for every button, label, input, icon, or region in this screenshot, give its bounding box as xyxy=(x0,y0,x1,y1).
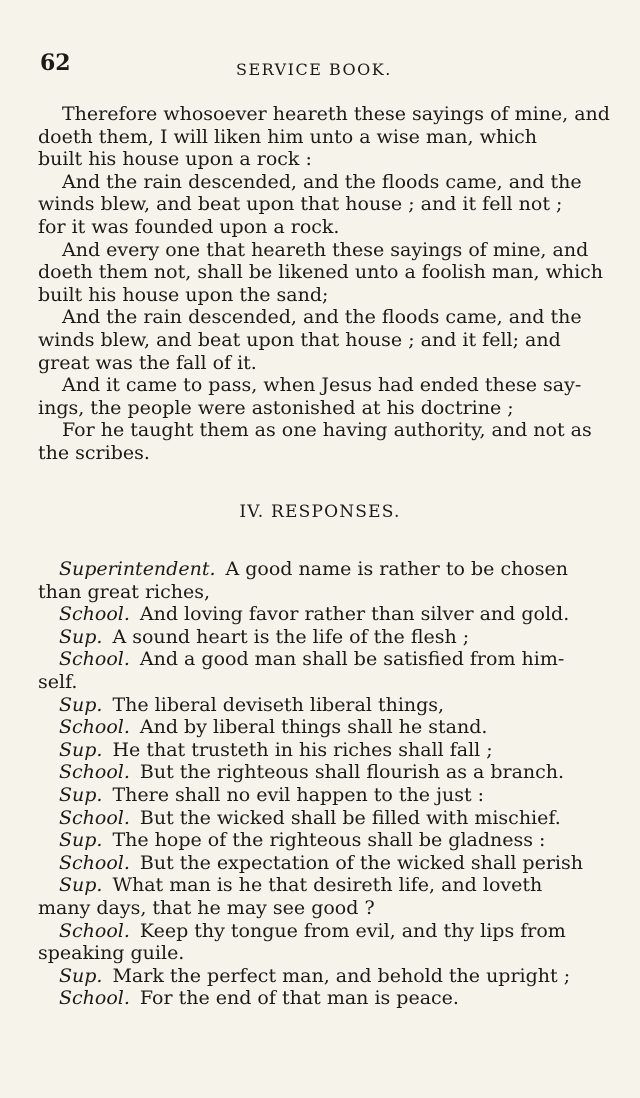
response-text: A sound heart is the life of the flesh ; xyxy=(112,625,470,648)
response-text: What man is he that desireth life, and loveth xyxy=(112,874,543,897)
response-line xyxy=(38,694,610,717)
speaker-label: Sup. xyxy=(59,625,103,648)
speaker-label: Sup. xyxy=(59,693,103,716)
scripture-line: And the rain descended, and the floods came, and the xyxy=(62,306,582,329)
page-number: 62 xyxy=(40,50,71,76)
response-text: For the end of that man is peace. xyxy=(139,987,459,1010)
speaker-label: School. xyxy=(59,851,130,874)
response-line xyxy=(38,987,610,1010)
scripture-line: winds blew, and beat upon that house ; and it fell not ; xyxy=(38,193,563,216)
speaker-label: School. xyxy=(59,806,130,829)
response-text: Mark the perfect man, and behold the upright ; xyxy=(112,964,571,987)
speaker-label: School. xyxy=(59,716,130,739)
response-line xyxy=(38,942,610,965)
response-text: The hope of the righteous shall be gladness : xyxy=(112,829,546,852)
scripture-line: the scribes. xyxy=(38,441,150,464)
speaker-label: Superintendent. xyxy=(59,558,216,580)
section-title: IV. RESPONSES. xyxy=(239,502,401,522)
response-text: And loving favor rather than silver and gold. xyxy=(139,603,570,626)
response-line xyxy=(38,920,610,943)
response-line xyxy=(38,558,610,581)
scripture-line: For he taught them as one having authority, and not as xyxy=(62,419,592,442)
speaker-label: Sup. xyxy=(59,874,103,897)
response-text: But the expectation of the wicked shall perish xyxy=(139,851,583,874)
response-text: There shall no evil happen to the just : xyxy=(112,783,485,806)
response-text: The liberal deviseth liberal things, xyxy=(112,693,445,716)
scripture-line: built his house upon the sand; xyxy=(38,283,329,306)
response-line xyxy=(38,671,610,694)
speaker-label: School. xyxy=(59,648,130,671)
speaker-label: Sup. xyxy=(59,738,103,761)
response-text: Keep thy tongue from evil, and thy lips from xyxy=(139,919,566,942)
response-text: A good name is rather to be chosen xyxy=(225,558,568,580)
response-text: And by liberal things shall he stand. xyxy=(139,716,488,739)
speaker-label: School. xyxy=(59,919,130,942)
speaker-label: School. xyxy=(59,761,130,784)
running-title: SERVICE BOOK. xyxy=(236,60,392,79)
response-text: He that trusteth in his riches shall fall ; xyxy=(112,738,493,761)
response-line xyxy=(38,965,610,988)
response-line xyxy=(38,829,610,852)
response-line xyxy=(38,761,610,784)
scripture-line: doeth them, I will liken him unto a wise man, which xyxy=(38,125,538,148)
response-line xyxy=(38,581,610,604)
response-text: But the wicked shall be filled with mischief. xyxy=(139,806,561,829)
scripture-line: Therefore whosoever heareth these sayings of mine, and xyxy=(62,103,610,125)
scripture-line: winds blew, and beat upon that house ; and it fell; and xyxy=(38,328,561,351)
response-text: speaking guile. xyxy=(38,942,185,965)
speaker-label: Sup. xyxy=(59,783,103,806)
response-line xyxy=(38,626,610,649)
response-line xyxy=(38,648,610,671)
response-line xyxy=(38,874,610,897)
scripture-line: great was the fall of it. xyxy=(38,351,257,374)
scripture-line: And the rain descended, and the floods came, and the xyxy=(62,170,582,193)
response-text: than great riches, xyxy=(38,580,211,603)
speaker-label: Sup. xyxy=(59,829,103,852)
response-text: But the righteous shall flourish as a branch. xyxy=(139,761,565,784)
scripture-line: ings, the people were astonished at his doctrine ; xyxy=(38,396,514,419)
response-line xyxy=(38,716,610,739)
speaker-label: School. xyxy=(59,987,130,1010)
scripture-line: And it came to pass, when Jesus had ended these say- xyxy=(62,374,582,397)
response-line xyxy=(38,807,610,830)
scripture-passage xyxy=(38,103,610,465)
scripture-line: for it was founded upon a rock. xyxy=(38,215,340,238)
scripture-line: built his house upon a rock : xyxy=(38,148,312,171)
scripture-line: doeth them not, shall be likened unto a foolish man, which xyxy=(38,261,604,284)
response-line xyxy=(38,739,610,762)
speaker-label: School. xyxy=(59,603,130,626)
speaker-label: Sup. xyxy=(59,964,103,987)
response-line xyxy=(38,784,610,807)
response-text: And a good man shall be satisfied from him- xyxy=(139,648,565,671)
response-line xyxy=(38,897,610,920)
responses-list xyxy=(38,558,610,1010)
response-text: many days, that he may see good ? xyxy=(38,896,375,919)
scripture-line: And every one that heareth these sayings of mine, and xyxy=(62,238,589,261)
response-line xyxy=(38,852,610,875)
response-text: self. xyxy=(38,670,78,693)
response-line xyxy=(38,603,610,626)
